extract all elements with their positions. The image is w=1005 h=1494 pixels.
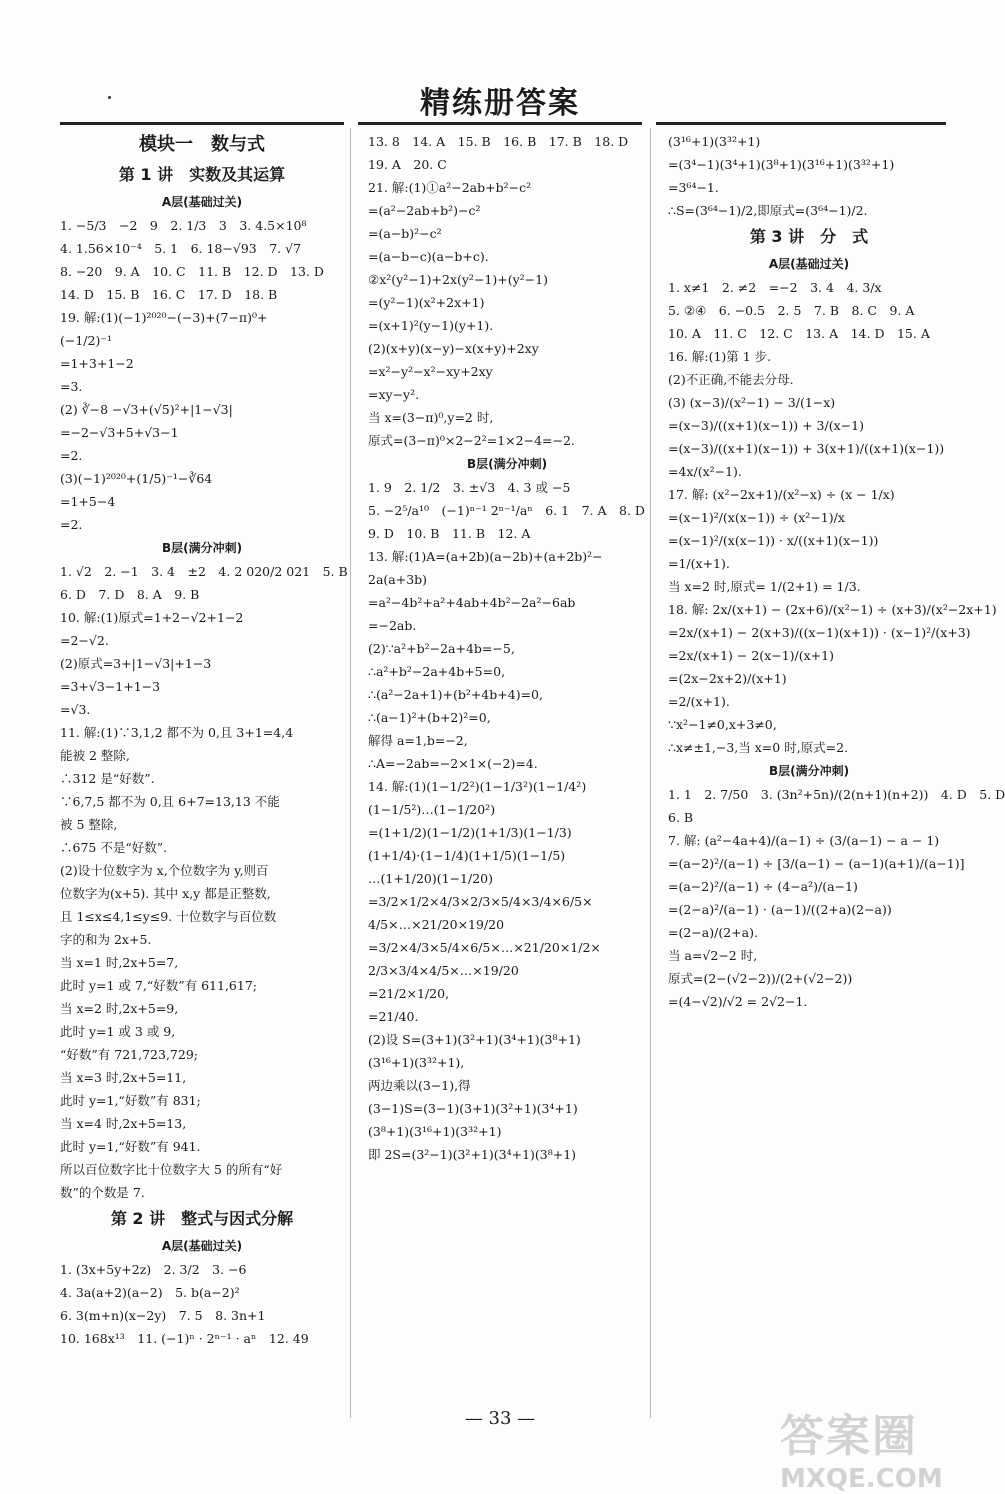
answer-line: 当 x=4 时,2x+5=13,	[60, 1116, 187, 1131]
answer-line: =−2ab.	[368, 618, 417, 633]
answer-line: =21/2×1/20,	[368, 986, 450, 1001]
answer-line: (−1/2)⁻¹	[60, 333, 112, 348]
answer-line: ∴312 是“好数”.	[60, 771, 155, 786]
answer-line: =1/(x+1).	[668, 556, 730, 571]
answer-line: (3¹⁶+1)(3³²+1),	[368, 1055, 465, 1070]
answer-block	[668, 276, 997, 759]
answer-line: 10. 解:(1)原式=1+2−√2+1−2	[60, 610, 244, 625]
answer-line: (3¹⁶+1)(3³²+1)	[668, 134, 761, 149]
column-divider	[350, 128, 351, 1418]
answer-line: =(a−b−c)(a−b+c).	[368, 249, 489, 264]
answer-line: (2)设十位数字为 x,个位数字为 y,则百	[60, 863, 269, 878]
answer-line: =xy−y².	[368, 387, 420, 402]
answer-line: 19. A 20. C	[368, 157, 447, 172]
answer-line: 1. x≠1 2. ≠2 =−2 3. 4 4. 3/x	[668, 280, 882, 295]
answer-line: ∵x²−1≠0,x+3≠0,	[668, 717, 777, 732]
answer-line: =3/2×4/3×5/4×6/5×…×21/20×1/2×	[368, 940, 601, 955]
answer-line: ∴a²+b²−2a+4b+5=0,	[368, 664, 506, 679]
answer-line: 2a(a+3b)	[368, 572, 428, 587]
watermark-url: MXQE.COM	[780, 1464, 943, 1494]
answer-line: 14. 解:(1)(1−1/2²)(1−1/3²)(1−1/4²)	[368, 779, 587, 794]
answer-line: 9. D 10. B 11. B 12. A	[368, 526, 531, 541]
answer-line: =(1+1/2)(1−1/2)(1+1/3)(1−1/3)	[368, 825, 572, 840]
answer-line: =(2−a)²/(a−1) · (a−1)/((2+a)(2−a))	[668, 902, 892, 917]
watermark-text: 答案圈	[780, 1411, 918, 1462]
answer-line: 原式=(3−π)⁰×2−2²=1×2−4=−2.	[368, 433, 575, 448]
answer-line: …(1+1/20)(1−1/20)	[368, 871, 493, 886]
answer-line: =(4−√2)/√2 = 2√2−1.	[668, 994, 808, 1009]
answer-line: =4x/(x²−1).	[668, 464, 742, 479]
answer-line: =(x−3)/((x+1)(x−1)) + 3/(x−1)	[668, 418, 864, 433]
answer-block	[60, 214, 344, 536]
answer-line: (2)设 S=(3+1)(3²+1)(3⁴+1)(3⁸+1)	[368, 1032, 581, 1047]
answer-line: 18. 解: 2x/(x+1) − (2x+6)/(x²−1) ÷ (x+3)/(x²−2x+1)	[668, 602, 997, 617]
answer-line: =x²−y²−x²−xy+2xy	[368, 364, 493, 379]
answer-line: ∴(a−1)²+(b+2)²=0,	[368, 710, 491, 725]
answer-line: (1+1/4)·(1−1/4)(1+1/5)(1−1/5)	[368, 848, 566, 863]
level-heading: A层(基础过关)	[161, 1239, 243, 1253]
title-rule-left	[60, 122, 344, 125]
answer-line: (3⁸+1)(3¹⁶+1)(3³²+1)	[368, 1124, 502, 1139]
answer-line: =2.	[60, 517, 83, 532]
answer-line: =2x/(x+1) − 2(x−1)/(x+1)	[668, 648, 834, 663]
answer-line: =(2−a)/(2+a).	[668, 925, 758, 940]
answer-line: 此时 y=1,“好数”有 831;	[60, 1093, 201, 1108]
answer-line: 17. 解: (x²−2x+1)/(x²−x) ÷ (x − 1/x)	[668, 487, 895, 502]
answer-block	[60, 1258, 344, 1350]
answer-line: 所以百位数字比十位数字大 5 的所有“好	[60, 1162, 283, 1177]
middle-column	[368, 130, 646, 1166]
title-rule-middle	[358, 122, 642, 125]
answer-line: 8. −20 9. A 10. C 11. B 12. D 13. D	[60, 264, 324, 279]
answer-line: (2) ∛−8 −√3+(√5)²+|1−√3|	[60, 402, 233, 417]
level-heading: B层(满分冲刺)	[161, 541, 243, 555]
answer-line: =21/40.	[368, 1009, 419, 1024]
level-heading: A层(基础过关)	[161, 195, 243, 209]
answer-line: 数”的个数是 7.	[60, 1185, 145, 1200]
answer-line: =√3.	[60, 702, 91, 717]
answer-line: 7. 解: (a²−4a+4)/(a−1) ÷ (3/(a−1) − a − 1)	[668, 833, 940, 848]
answer-block	[368, 476, 646, 1166]
lesson-heading: 第 3 讲 分 式	[749, 227, 869, 246]
answer-line: 4. 1.56×10⁻⁴ 5. 1 6. 18−√93 7. √7	[60, 241, 302, 256]
answer-line: 此时 y=1 或 3 或 9,	[60, 1024, 176, 1039]
answer-line: 13. 解:(1)A=(a+2b)(a−2b)+(a+2b)²−	[368, 549, 603, 564]
answer-line: 1. √2 2. −1 3. 4 ±2 4. 2 020/2 021 5. B	[60, 564, 348, 579]
answer-line: =(a−b)²−c²	[368, 226, 442, 241]
answer-line: 原式=(2−(√2−2))/(2+(√2−2))	[668, 971, 853, 986]
answer-line: 1. (3x+5y+2z) 2. 3/2 3. −6	[60, 1262, 247, 1277]
answer-line: =1+5−4	[60, 494, 116, 509]
right-column	[668, 130, 1005, 1013]
level-heading: A层(基础过关)	[768, 257, 850, 271]
answer-line: =3+√3−1+1−3	[60, 679, 161, 694]
answer-line: 10. 168x¹³ 11. (−1)ⁿ · 2ⁿ⁻¹ · aⁿ 12. 49	[60, 1331, 309, 1346]
answer-line: =2x/(x+1) − 2(x+3)/((x−1)(x+1)) · (x−1)²/(x+3)	[668, 625, 971, 640]
level-heading: B层(满分冲刺)	[768, 764, 850, 778]
answer-line: 位数字为(x+5). 其中 x,y 都是正整数,	[60, 886, 271, 901]
answer-line: ∴x≠±1,−3,当 x=0 时,原式=2.	[668, 740, 849, 755]
answer-line: 16. 解:(1)第 1 步.	[668, 349, 772, 364]
answer-line: 1. 1 2. 7/50 3. (3n²+5n)/(2(n+1)(n+2)) 4. D 5. D	[668, 787, 1005, 802]
answer-line: =3/2×1/2×4/3×2/3×5/4×3/4×6/5×	[368, 894, 593, 909]
answer-line: =(a−2)²/(a−1) ÷ [3/(a−1) − (a−1)(a+1)/(a−1)]	[668, 856, 965, 871]
answer-block	[60, 560, 348, 1204]
answer-line: (2)(x+y)(x−y)−x(x+y)+2xy	[368, 341, 539, 356]
answer-line: =a²−4b²+a²+4ab+4b²−2a²−6ab	[368, 595, 576, 610]
answer-line: 当 x=1 时,2x+5=7,	[60, 955, 179, 970]
answer-line: 5. −2⁵/a¹⁰ (−1)ⁿ⁻¹ 2ⁿ⁻¹/aⁿ 6. 1 7. A 8. D	[368, 503, 645, 518]
answer-line: =3.	[60, 379, 83, 394]
answer-line: ∵6,7,5 都不为 0,且 6+7=13,13 不能	[60, 794, 280, 809]
answer-line: 21. 解:(1)①a²−2ab+b²−c²	[368, 180, 532, 195]
answer-line: ∴A=−2ab=−2×1×(−2)=4.	[368, 756, 538, 771]
answer-line: ②x²(y²−1)+2x(y²−1)+(y²−1)	[368, 272, 548, 287]
answer-line: 6. B	[668, 810, 694, 825]
answer-block	[668, 783, 1005, 1013]
title-rule-right	[656, 122, 946, 125]
answer-line: 当 x=2 时,2x+5=9,	[60, 1001, 179, 1016]
answer-line: 当 x=2 时,原式= 1/(2+1) = 1/3.	[668, 579, 861, 594]
answer-line: 6. 3(m+n)(x−2y) 7. 5 8. 3n+1	[60, 1308, 266, 1323]
answer-line: 且 1≤x≤4,1≤y≤9. 十位数字与百位数	[60, 909, 277, 924]
answer-line: 字的和为 2x+5.	[60, 932, 152, 947]
answer-line: 6. D 7. D 8. A 9. B	[60, 587, 200, 602]
answer-line: 4/5×…×21/20×19/20	[368, 917, 505, 932]
answer-line: =(x−1)²/(x(x−1)) · x/((x+1)(x−1))	[668, 533, 879, 548]
answer-line: 5. ②④ 6. −0.5 2. 5 7. B 8. C 9. A	[668, 303, 915, 318]
answer-line: =−2−√3+5+√3−1	[60, 425, 179, 440]
answer-line: (3)(−1)²⁰²⁰+(1/5)⁻¹−∛64	[60, 471, 213, 486]
answer-line: ∴675 不是“好数”.	[60, 840, 168, 855]
left-column	[60, 130, 348, 1350]
answer-line: 能被 2 整除,	[60, 748, 130, 763]
answer-line: 1. 9 2. 1/2 3. ±√3 4. 3 或 −5	[368, 480, 571, 495]
answer-line: =(a²−2ab+b²)−c²	[368, 203, 481, 218]
answer-line: 两边乘以(3−1),得	[368, 1078, 471, 1093]
watermark-logo	[780, 1400, 980, 1494]
column-divider	[650, 128, 651, 1418]
answer-line: =(a−2)²/(a−1) ÷ (4−a²)/(a−1)	[668, 879, 858, 894]
answer-line: =(3⁴−1)(3⁴+1)(3⁸+1)(3¹⁶+1)(3³²+1)	[668, 157, 895, 172]
answer-line: 解得 a=1,b=−2,	[368, 733, 468, 748]
answer-line: (1−1/5²)…(1−1/20²)	[368, 802, 496, 817]
answer-line: =(x−1)²/(x(x−1)) ÷ (x²−1)/x	[668, 510, 845, 525]
answer-line: =2−√2.	[60, 633, 109, 648]
answer-line: ∴(a²−2a+1)+(b²+4b+4)=0,	[368, 687, 543, 702]
page-number: — 33 —	[464, 1408, 536, 1429]
answer-line: 11. 解:(1)∵3,1,2 都不为 0,且 3+1=4,4	[60, 725, 294, 740]
answer-line: 当 a=√2−2 时,	[668, 948, 758, 963]
answer-line: ∴S=(3⁶⁴−1)/2,即原式=(3⁶⁴−1)/2.	[668, 203, 868, 218]
answer-line: “好数”有 721,723,729;	[60, 1047, 198, 1062]
answer-line: 13. 8 14. A 15. B 16. B 17. B 18. D	[368, 134, 629, 149]
answer-line: =2/(x+1).	[668, 694, 730, 709]
answer-line: =(x−3)/((x+1)(x−1)) + 3(x+1)/((x+1)(x−1))	[668, 441, 945, 456]
answer-line: 2/3×3/4×4/5×…×19/20	[368, 963, 519, 978]
page-title: 精练册答案	[420, 86, 580, 121]
lesson-heading: 第 2 讲 整式与因式分解	[110, 1209, 294, 1228]
answer-block	[668, 130, 950, 222]
answer-line: =3⁶⁴−1.	[668, 180, 719, 195]
answer-line: (2)原式=3+|1−√3|+1−3	[60, 656, 212, 671]
answer-line: (3) (x−3)/(x²−1) − 3/(1−x)	[668, 395, 836, 410]
answer-line: 此时 y=1,“好数”有 941.	[60, 1139, 201, 1154]
answer-line: 当 x=3 时,2x+5=11,	[60, 1070, 187, 1085]
answer-line: =(x+1)²(y−1)(y+1).	[368, 318, 494, 333]
answer-block	[368, 130, 646, 452]
level-heading: B层(满分冲刺)	[466, 457, 548, 471]
lesson-heading: 第 1 讲 实数及其运算	[118, 165, 286, 184]
answer-line: 10. A 11. C 12. C 13. A 14. D 15. A	[668, 326, 930, 341]
answer-line: =2.	[60, 448, 83, 463]
answer-line: (3−1)S=(3−1)(3+1)(3²+1)(3⁴+1)	[368, 1101, 578, 1116]
answer-line: 即 2S=(3²−1)(3²+1)(3⁴+1)(3⁸+1)	[368, 1147, 577, 1162]
answer-line: 当 x=(3−π)⁰,y=2 时,	[368, 410, 494, 425]
answer-line: 1. −5/3 −2 9 2. 1/3 3 3. 4.5×10⁸	[60, 218, 307, 233]
answer-line: 被 5 整除,	[60, 817, 118, 832]
answer-line: =1+3+1−2	[60, 356, 134, 371]
answer-line: (2)不正确,不能去分母.	[668, 372, 794, 387]
module-heading: 模块一 数与式	[139, 134, 265, 155]
answer-line: (2)∵a²+b²−2a+4b=−5,	[368, 641, 515, 656]
answer-line: =(y²−1)(x²+2x+1)	[368, 295, 485, 310]
answer-line: 14. D 15. B 16. C 17. D 18. B	[60, 287, 278, 302]
answer-line: 4. 3a(a+2)(a−2) 5. b(a−2)²	[60, 1285, 240, 1300]
answer-line: 此时 y=1 或 7,“好数”有 611,617;	[60, 978, 257, 993]
answer-line: =(2x−2x+2)/(x+1)	[668, 671, 787, 686]
answer-line: 19. 解:(1)(−1)²⁰²⁰−(−3)+(7−π)⁰+	[60, 310, 268, 325]
